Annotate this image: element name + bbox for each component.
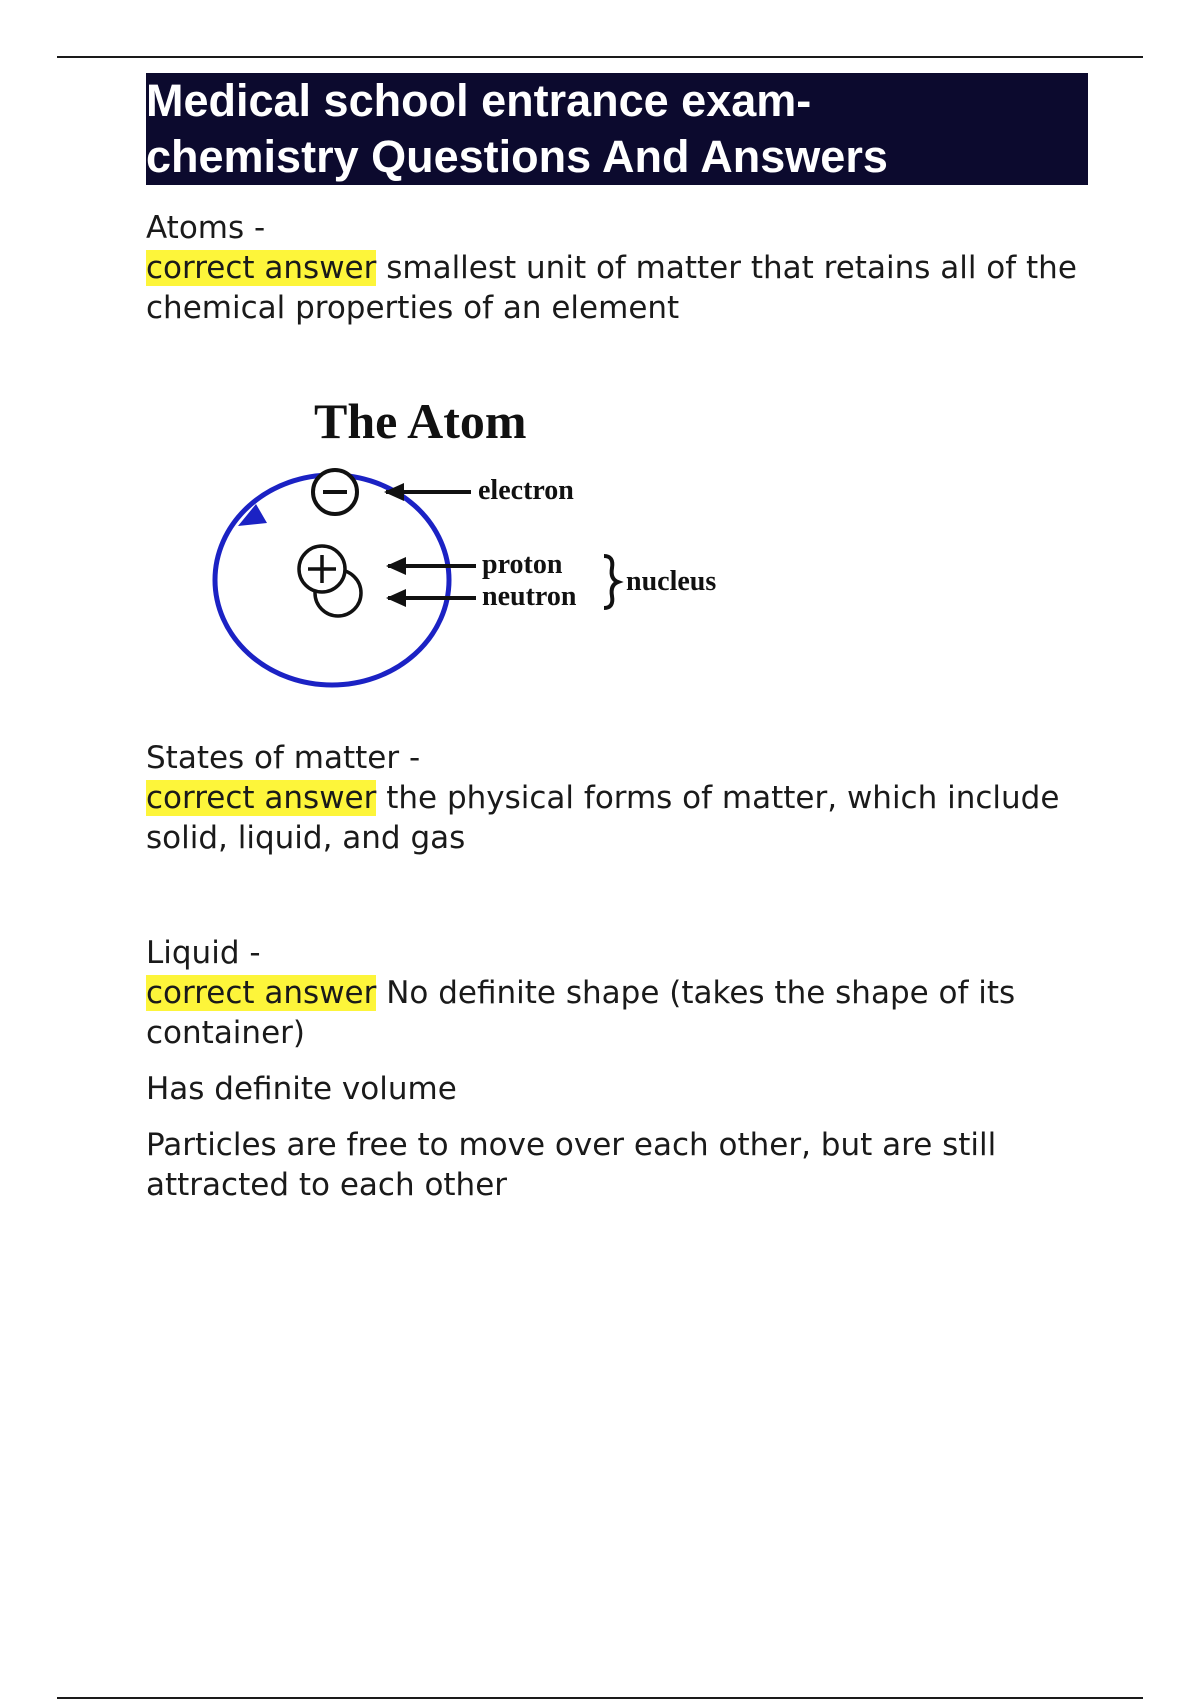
answer-text: smallest unit of matter that retains all of the chemical properties of an element xyxy=(146,250,1077,326)
answer-text: the physical forms of matter, which include solid, liquid, and gas xyxy=(146,780,1060,856)
answer xyxy=(146,973,1088,1053)
proton-arrow-icon xyxy=(386,557,476,575)
answer-highlight: correct answer xyxy=(146,975,377,1011)
answer-extra-line: Particles are free to move over each other, but are still attracted to each other xyxy=(146,1127,997,1203)
answer xyxy=(146,778,1088,858)
nucleus-brace-icon xyxy=(604,556,618,608)
document-title xyxy=(146,73,1088,185)
neutron-label: neutron xyxy=(482,581,577,612)
electron-arrow-icon xyxy=(384,483,471,501)
bottom-rule xyxy=(57,1697,1143,1699)
title-line-2: chemistry Questions And Answers xyxy=(146,131,888,182)
atom-diagram-svg xyxy=(146,368,746,738)
title-line-1: Medical school entrance exam- xyxy=(146,75,812,126)
qa-entry-atoms xyxy=(146,208,1088,328)
answer-highlight: correct answer xyxy=(146,780,377,816)
nucleus-label: nucleus xyxy=(626,566,717,597)
answer xyxy=(146,248,1088,328)
document-body xyxy=(146,73,1088,1205)
term: Liquid - xyxy=(146,935,261,971)
electron-label: electron xyxy=(478,475,574,506)
term: States of matter - xyxy=(146,740,421,776)
proton-label: proton xyxy=(482,549,563,580)
neutron-arrow-icon xyxy=(386,589,476,607)
electron-icon xyxy=(313,470,357,514)
atom-diagram xyxy=(146,368,1088,738)
top-rule xyxy=(57,56,1143,58)
figure-title: The Atom xyxy=(314,393,527,449)
term: Atoms - xyxy=(146,210,266,246)
qa-entry-liquid xyxy=(146,933,1088,1205)
qa-entry-states-of-matter xyxy=(146,738,1088,858)
answer-extra-line: Has definite volume xyxy=(146,1071,457,1107)
answer-text: No definite shape (takes the shape of its container) xyxy=(146,975,1016,1051)
proton-icon xyxy=(299,546,345,592)
answer-highlight: correct answer xyxy=(146,250,377,286)
